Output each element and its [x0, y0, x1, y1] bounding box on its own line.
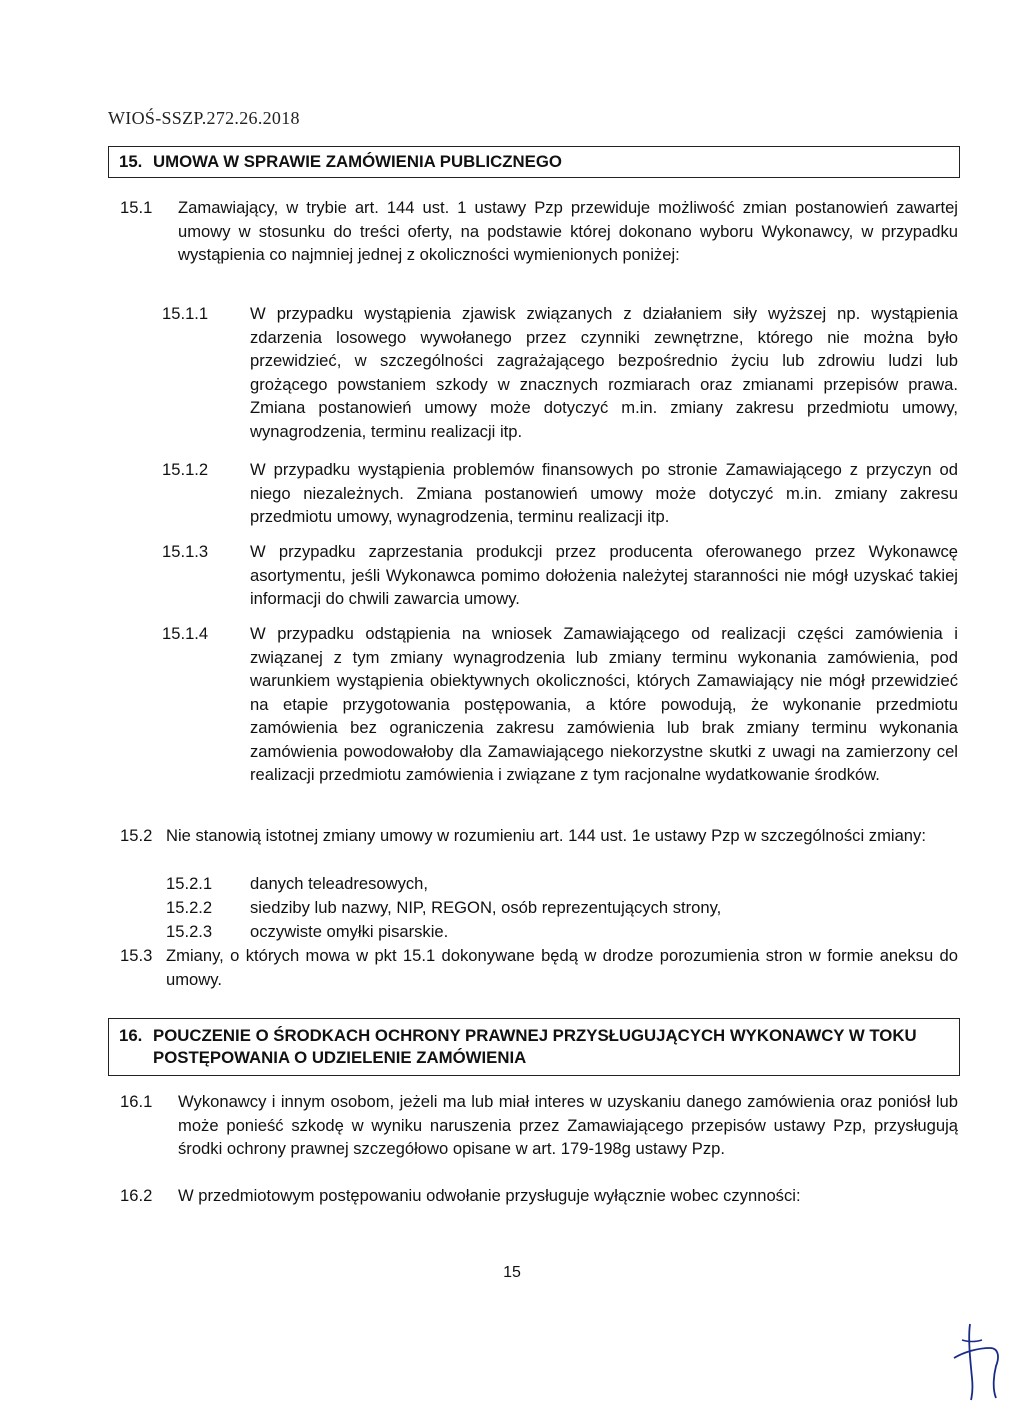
- paragraph-number: 15.1: [120, 198, 153, 217]
- paragraph-number: 15.2: [120, 826, 153, 845]
- section-16-title: POUCZENIE O ŚRODKACH OCHRONY PRAWNEJ PRZYSŁUGUJĄCYCH WYKONAWCY W TOKU POSTĘPOWANIA O UDZIELENIE ZAMÓWIENIA: [153, 1026, 917, 1067]
- paragraph-text: Zmiany, o których mowa w pkt 15.1 dokonywane będą w drodze porozumienia stron w formie aneksu do umowy.: [166, 946, 958, 989]
- paragraph-text: oczywiste omyłki pisarskie.: [250, 922, 449, 941]
- section-15-number: 15.: [119, 152, 143, 171]
- paragraph-number: 16.1: [120, 1092, 153, 1111]
- paragraph-text: danych teleadresowych,: [250, 874, 429, 893]
- paragraph-text: W przedmiotowym postępowaniu odwołanie przysługuje wyłącznie wobec czynności:: [178, 1186, 801, 1205]
- paragraph-number: 15.1.4: [162, 624, 209, 643]
- paragraph-number: 16.2: [120, 1186, 153, 1205]
- paragraph-text: W przypadku odstąpienia na wniosek Zamawiającego od realizacji części zamówienia i związanej z tym zmiany wynagrodzenia lub zmiany terminu wykonania zamówienia, pod warunkiem wystąpienia obiektywnych okoliczności, których Zamawiający nie mógł przewidzieć na etapie przygotowania postępowania, a które powodują, że wykonanie przedmiotu zamówienia bez ograniczenia zakresu zamówienia lub brak zmiany terminu wykonania zamówienia powodowałoby dla Zamawiającego niekorzystne skutki z uwagi na zamierzony cel realizacji przedmiotu zamówienia i związane z tym racjonalne wydatkowanie środków.: [250, 624, 958, 784]
- handwritten-initials-icon: [948, 1318, 1008, 1402]
- paragraph-number: 15.2.1: [166, 874, 213, 893]
- section-15-title: UMOWA W SPRAWIE ZAMÓWIENIA PUBLICZNEGO: [153, 152, 562, 171]
- paragraph-text: Zamawiający, w trybie art. 144 ust. 1 ustawy Pzp przewiduje możliwość zmian postanowień zawartej umowy w stosunku do treści oferty, na podstawie której dokonano wyboru Wykonawcy, w przypadku wystąpienia co najmniej jednej z okoliczności wymienionych poniżej:: [178, 198, 958, 264]
- section-16-number: 16.: [119, 1026, 143, 1045]
- paragraph-number: 15.1.2: [162, 460, 209, 479]
- paragraph-text: siedziby lub nazwy, NIP, REGON, osób reprezentujących strony,: [250, 898, 722, 917]
- paragraph-text: W przypadku wystąpienia problemów finansowych po stronie Zamawiającego z przyczyn od niego niezależnych. Zmiana postanowień umowy może dotyczyć m.in. zmiany zakresu przedmiotu umowy, wynagrodzenia, terminu realizacji itp.: [250, 460, 958, 526]
- paragraph-text: Nie stanowią istotnej zmiany umowy w rozumieniu art. 144 ust. 1e ustawy Pzp w szczególności zmiany:: [166, 826, 926, 845]
- section-15-heading: [108, 146, 960, 178]
- paragraph-number: 15.3: [120, 946, 153, 965]
- paragraph-number: 15.2.2: [166, 898, 213, 917]
- paragraph-text: Wykonawcy i innym osobom, jeżeli ma lub miał interes w uzyskaniu danego zamówienia oraz poniósł lub może ponieść szkodę w wyniku naruszenia przez Zamawiającego przepisów ustawy Pzp, przysługują środki ochrony prawnej szczegółowo opisane w art. 179-198g ustawy Pzp.: [178, 1092, 958, 1158]
- paragraph-text: W przypadku zaprzestania produkcji przez producenta oferowanego przez Wykonawcę asortymentu, jeśli Wykonawca pomimo dołożenia należytej staranności nie mógł uzyskać takiej informacji do chwili zawarcia umowy.: [250, 542, 958, 608]
- paragraph-number: 15.1.1: [162, 304, 209, 323]
- section-16-heading: [108, 1018, 960, 1076]
- paragraph-text: W przypadku wystąpienia zjawisk związanych z działaniem siły wyższej np. wystąpienia zdarzenia losowego wywołanego przez czynniki zewnętrzne, którego nie można było przewidzieć, w szczególności zagrażającego bezpośrednio życiu lub zdrowiu ludzi lub grożącego powstaniem szkody w znacznych rozmiarach oraz zmianami przepisów prawa. Zmiana postanowień umowy może dotyczyć m.in. zmiany zakresu przedmiotu umowy, wynagrodzenia, terminu realizacji itp.: [250, 304, 958, 441]
- page-number: 15: [503, 1264, 521, 1281]
- paragraph-number: 15.2.3: [166, 922, 213, 941]
- paragraph-number: 15.1.3: [162, 542, 209, 561]
- document-reference: WIOŚ-SSZP.272.26.2018: [108, 108, 300, 128]
